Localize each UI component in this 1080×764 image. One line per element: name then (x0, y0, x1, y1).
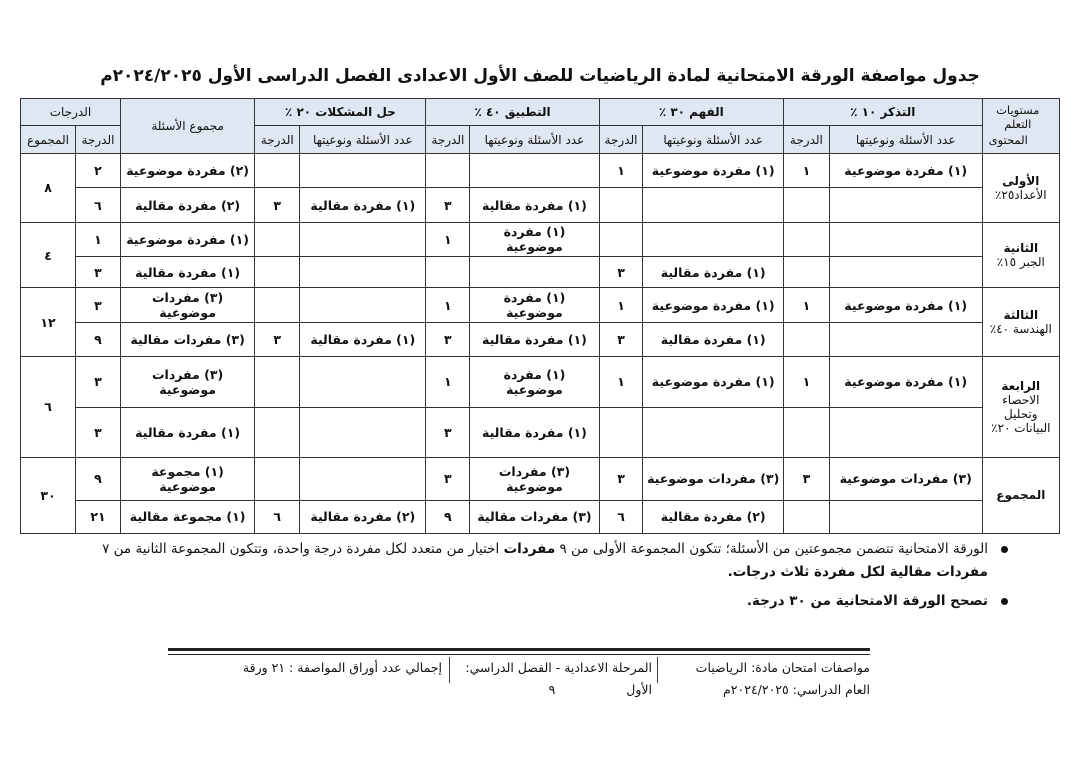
grade-value-cell: ٦ (76, 188, 121, 222)
understanding-questions-cell (643, 407, 784, 457)
table-row (21, 222, 1060, 256)
grade-value-cell: ٣ (76, 257, 121, 288)
row-total-cell: ٦ (21, 357, 76, 458)
footer-subject-block (660, 657, 870, 701)
note-1-part-a: الورقة الامتحانية تتضمن مجموعتين من الأسئلة؛ تتكون المجموعة الأولى من ٩ (559, 541, 988, 557)
questions-sum-cell: (١) مفردة مقالية (120, 257, 254, 288)
understanding-grade-cell (599, 188, 643, 222)
footer-subject: مواصفات امتحان مادة: الرياضيات (695, 660, 870, 675)
total-column-header: المجموع (21, 126, 76, 154)
specification-table (20, 98, 1060, 534)
grade-value-cell: ٣ (76, 407, 121, 457)
table-row (21, 288, 1060, 322)
levels-label: مستويات التعلم (996, 103, 1040, 131)
recall-grade-cell: ١ (783, 154, 829, 188)
problem-grade-cell: ٣ (255, 188, 300, 222)
problem-grade-cell (255, 457, 300, 500)
problem-questions-cell: (١) مفردة مقالية (300, 322, 426, 356)
recall-grade-cell: ١ (783, 357, 829, 408)
footer-stage: المرحلة الاعدادية - الفصل الدراسي: الأول (465, 660, 652, 697)
application-count-header: عدد الأسئلة ونوعيتها (470, 126, 599, 154)
application-questions-cell: (١) مفردة مقالية (470, 407, 599, 457)
content-label: المحتوى (988, 133, 1028, 148)
problem-solving-header: حل المشكلات ٢٠ ٪ (255, 99, 426, 126)
problem-questions-cell (300, 154, 426, 188)
note-1-part-d: مفردات مقالية لكل مفردة ثلاث درجات. (727, 564, 988, 580)
topic-name: الرابعة (1001, 378, 1041, 393)
application-header: التطبيق ٤٠ ٪ (426, 99, 599, 126)
questions-sum-header: مجموع الأسئلة (120, 99, 254, 154)
grade-value-cell: ٢ (76, 154, 121, 188)
understanding-grade-cell: ٣ (599, 457, 643, 500)
application-questions-cell: (٣) مفردات موضوعية (470, 457, 599, 500)
problem-questions-cell: (١) مفردة مقالية (300, 188, 426, 222)
understanding-count-header: عدد الأسئلة ونوعيتها (643, 126, 784, 154)
understanding-questions-cell: (١) مفردة موضوعية (643, 154, 784, 188)
row-total-cell: ٣٠ (21, 457, 76, 533)
table-row (21, 322, 1060, 356)
questions-sum-cell: (٢) مفردة موضوعية (120, 154, 254, 188)
questions-sum-cell: (١) مفردة موضوعية (120, 222, 254, 256)
bullet-icon (1001, 598, 1008, 605)
application-questions-cell (470, 257, 599, 288)
recall-questions-cell (829, 407, 982, 457)
topic-name: الثالثة (1003, 308, 1039, 323)
grade-value-cell: ٩ (76, 457, 121, 500)
understanding-questions-cell (643, 188, 784, 222)
understanding-grade-cell (599, 407, 643, 457)
footer-separator (449, 657, 450, 683)
questions-sum-cell: (١) مفردة مقالية (120, 407, 254, 457)
problem-questions-cell (300, 222, 426, 256)
understanding-grade-cell: ٣ (599, 257, 643, 288)
understanding-grade-cell: ١ (599, 357, 643, 408)
questions-sum-cell: (١) مجموعة مقالية (120, 500, 254, 533)
questions-sum-cell: (٣) مفردات مقالية (120, 322, 254, 356)
table-row (21, 357, 1060, 408)
topic-weight: الاحصاء وتحليل البيانات ٢٠٪ (991, 392, 1051, 435)
table-row (21, 188, 1060, 222)
problem-grade-cell (255, 257, 300, 288)
recall-questions-cell: (٣) مفردات موضوعية (829, 457, 982, 500)
application-grade-cell: ٣ (426, 322, 470, 356)
application-questions-cell: (١) مفردة مقالية (470, 322, 599, 356)
application-questions-cell: (١) مفردة موضوعية (470, 222, 599, 256)
problem-questions-cell: (٢) مفردة مقالية (300, 500, 426, 533)
topic-cell (982, 288, 1059, 357)
topic-weight: الجبر ١٥٪ (996, 255, 1045, 270)
understanding-grade-cell: ٣ (599, 322, 643, 356)
application-questions-cell: (١) مفردة موضوعية (470, 357, 599, 408)
application-grade-cell: ٣ (426, 407, 470, 457)
problem-grade-cell: ٣ (255, 322, 300, 356)
application-grade-header: الدرجة (426, 126, 470, 154)
understanding-questions-cell: (٢) مفردة مقالية (643, 500, 784, 533)
application-grade-cell: ١ (426, 357, 470, 408)
topic-name: الأولى (1002, 173, 1040, 188)
understanding-grade-cell (599, 222, 643, 256)
recall-grade-cell (783, 407, 829, 457)
problem-grade-cell (255, 222, 300, 256)
application-grade-cell: ٣ (426, 457, 470, 500)
grade-value-cell: ٣ (76, 357, 121, 408)
topic-weight: الهندسة ٤٠٪ (989, 322, 1052, 337)
note-1-part-c: اختيار من متعدد لكل مفردة درجة واحدة، وتتكون المجموعة الثانية من ٧ (102, 541, 500, 557)
recall-questions-cell (829, 188, 982, 222)
topic-cell (982, 457, 1059, 533)
understanding-questions-cell: (٣) مفردات موضوعية (643, 457, 784, 500)
application-grade-cell: ٩ (426, 500, 470, 533)
problem-grade-cell (255, 407, 300, 457)
understanding-questions-cell: (١) مفردة مقالية (643, 322, 784, 356)
recall-questions-cell (829, 322, 982, 356)
understanding-grade-header: الدرجة (599, 126, 643, 154)
row-total-cell: ١٢ (21, 288, 76, 357)
recall-questions-cell (829, 222, 982, 256)
grade-value-cell: ٣ (76, 288, 121, 322)
application-grade-cell (426, 257, 470, 288)
recall-questions-cell: (١) مفردة موضوعية (829, 288, 982, 322)
problem-questions-cell (300, 357, 426, 408)
understanding-grade-cell: ٦ (599, 500, 643, 533)
problem-grade-cell (255, 357, 300, 408)
understanding-grade-cell: ١ (599, 288, 643, 322)
problem-questions-cell (300, 407, 426, 457)
understanding-questions-cell: (١) مفردة موضوعية (643, 288, 784, 322)
grades-header: الدرجات (21, 99, 121, 126)
understanding-questions-cell: (١) مفردة مقالية (643, 257, 784, 288)
levels-content-header (982, 99, 1059, 154)
recall-questions-cell (829, 257, 982, 288)
recall-header: التذكر ١٠ ٪ (783, 99, 982, 126)
grade-value-cell: ١ (76, 222, 121, 256)
understanding-header: الفهم ٣٠ ٪ (599, 99, 783, 126)
recall-grade-cell (783, 188, 829, 222)
table-row (21, 407, 1060, 457)
footer-year: العام الدراسي: ٢٠٢٤/٢٠٢٥م (723, 682, 870, 697)
grade-value-cell: ٢١ (76, 500, 121, 533)
problem-grade-cell (255, 154, 300, 188)
footer-sheets-block (172, 657, 442, 679)
questions-sum-cell: (٣) مفردات موضوعية (120, 357, 254, 408)
application-grade-cell: ١ (426, 288, 470, 322)
note-item (80, 590, 1010, 613)
application-grade-cell: ٣ (426, 188, 470, 222)
recall-grade-cell: ١ (783, 288, 829, 322)
understanding-questions-cell: (١) مفردة موضوعية (643, 357, 784, 408)
problem-questions-cell (300, 257, 426, 288)
row-total-cell: ٤ (21, 222, 76, 288)
table-row (21, 154, 1060, 188)
recall-grade-cell (783, 257, 829, 288)
recall-grade-header: الدرجة (783, 126, 829, 154)
table-row (21, 500, 1060, 533)
footer-stage-block (452, 657, 652, 701)
footer-divider (168, 648, 870, 651)
application-questions-cell (470, 154, 599, 188)
grade-column-header: الدرجة (76, 126, 121, 154)
footer-page-number: ٩ (548, 682, 556, 697)
application-questions-cell: (١) مفردة مقالية (470, 188, 599, 222)
notes (80, 538, 1010, 613)
topic-cell (982, 154, 1059, 223)
recall-grade-cell (783, 222, 829, 256)
problem-questions-cell (300, 288, 426, 322)
questions-sum-cell: (٢) مفردة مقالية (120, 188, 254, 222)
topic-name: الثانية (1003, 241, 1039, 256)
questions-sum-cell: (٣) مفردات موضوعية (120, 288, 254, 322)
topic-name: المجموع (996, 488, 1046, 503)
problem-grade-cell (255, 288, 300, 322)
note-1-part-b: مفردات (503, 541, 556, 557)
footer-separator (657, 657, 658, 683)
problem-count-header: عدد الأسئلة ونوعيتها (300, 126, 426, 154)
table-row (21, 257, 1060, 288)
application-grade-cell (426, 154, 470, 188)
understanding-questions-cell (643, 222, 784, 256)
recall-questions-cell: (١) مفردة موضوعية (829, 357, 982, 408)
understanding-grade-cell: ١ (599, 154, 643, 188)
recall-questions-cell (829, 500, 982, 533)
problem-questions-cell (300, 457, 426, 500)
problem-grade-cell: ٦ (255, 500, 300, 533)
topic-cell (982, 357, 1059, 458)
note-item (80, 538, 1010, 584)
recall-count-header: عدد الأسئلة ونوعيتها (829, 126, 982, 154)
table-row (21, 457, 1060, 500)
recall-grade-cell (783, 322, 829, 356)
application-questions-cell: (٣) مفردات مقالية (470, 500, 599, 533)
topic-weight: الأعداد٢٥٪ (994, 187, 1047, 202)
recall-grade-cell (783, 500, 829, 533)
footer-sheets: إجمالي عدد أوراق المواصفة : ٢١ ورقة (242, 660, 442, 675)
application-questions-cell: (١) مفردة موضوعية (470, 288, 599, 322)
grade-value-cell: ٩ (76, 322, 121, 356)
row-total-cell: ٨ (21, 154, 76, 223)
footer-divider-thin (168, 654, 870, 655)
problem-grade-header: الدرجة (255, 126, 300, 154)
topic-cell (982, 222, 1059, 288)
questions-sum-cell: (١) مجموعة موضوعية (120, 457, 254, 500)
note-2: تصحح الورقة الامتحانية من ٣٠ درجة. (746, 593, 988, 609)
page-title: جدول مواصفة الورقة الامتحانية لمادة الرياضيات للصف الأول الاعدادى الفصل الدراسى الأول ٢٠٢٤/٢٠٢٥م (100, 66, 980, 86)
application-grade-cell: ١ (426, 222, 470, 256)
recall-questions-cell: (١) مفردة موضوعية (829, 154, 982, 188)
recall-grade-cell: ٣ (783, 457, 829, 500)
bullet-icon (1001, 546, 1008, 553)
